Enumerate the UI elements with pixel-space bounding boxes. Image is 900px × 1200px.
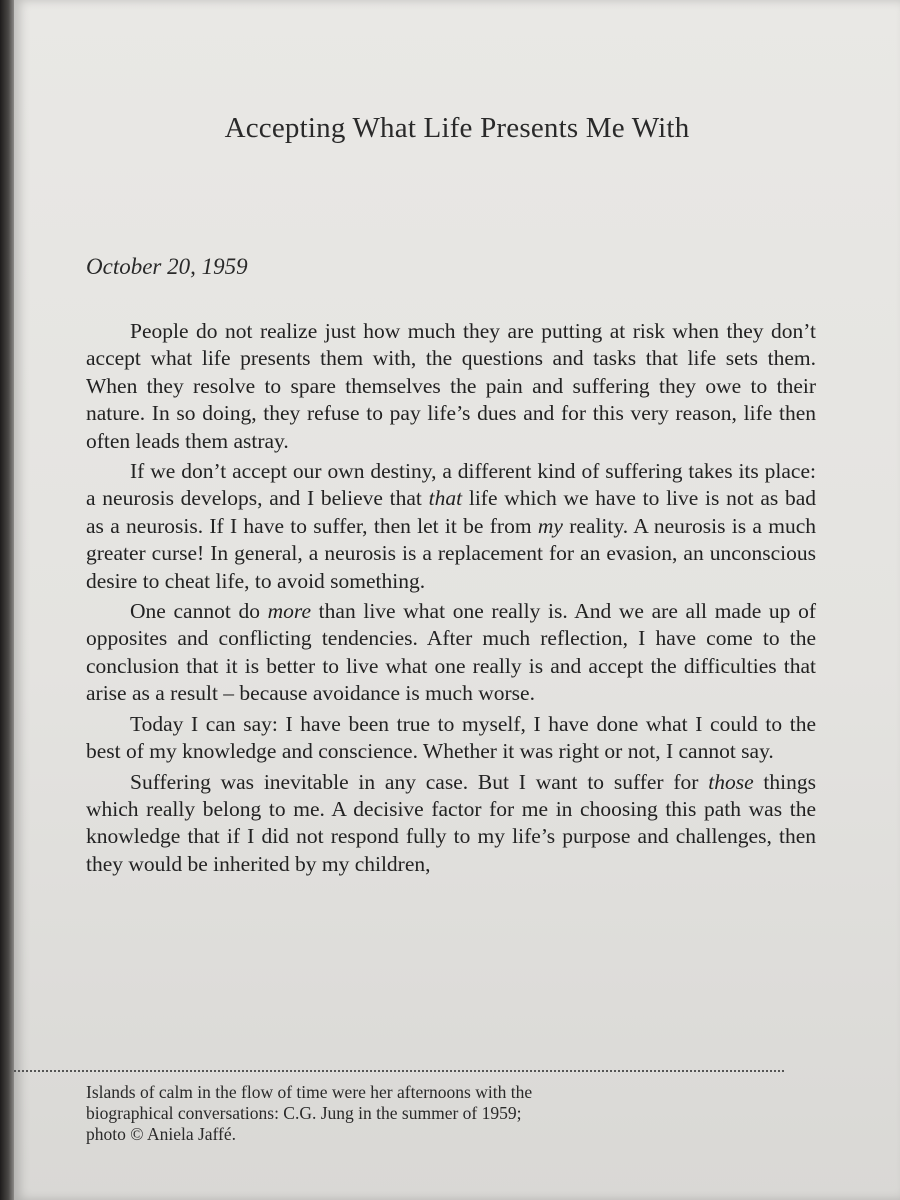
paragraph-4 <box>86 711 816 766</box>
emphasized-text: my <box>537 513 563 538</box>
page-title: Accepting What Life Presents Me With <box>224 112 690 144</box>
text-run: One cannot do <box>130 599 268 624</box>
paragraph-2 <box>86 458 816 595</box>
text-run: life which we have to live is not as bad as a neurosis. If I have to suffer, then let it be from <box>86 486 817 538</box>
text-run: than live what one really is. And we are all made up of opposites and conflicting tendencies. After much reflection, I have come to the conclusion that it is better to live what one really is and accept the difficulties that arise as a result – because avoidance is much worse. <box>86 599 816 706</box>
book-spine-shadow <box>0 0 14 1200</box>
photo-caption <box>86 1082 706 1145</box>
text-run: People do not realize just how much they are putting at risk when they don’t accept what life presents them with, the questions and tasks that life sets them. When they resolve to spare themselves the pain and suffering they owe to their nature. In so doing, they refuse to pay life’s dues and for this very reason, life then often leads them astray. <box>86 319 816 453</box>
paragraph-3 <box>86 598 816 708</box>
emphasized-text: those <box>708 769 754 794</box>
body-text <box>86 318 816 881</box>
emphasized-text: that <box>428 486 463 511</box>
caption-line: biographical conversations: C.G. Jung in the summer of 1959; <box>86 1103 522 1123</box>
paragraph-1 <box>86 318 816 455</box>
book-page <box>14 0 900 1200</box>
caption-line: Islands of calm in the flow of time were her afternoons with the <box>86 1082 533 1102</box>
text-run: Suffering was inevitable in any case. But I want to suffer for <box>130 769 709 794</box>
text-run: If we don’t accept our own destiny, a different kind of suffering takes its place: a neurosis develops, and I believe that <box>86 459 816 511</box>
text-run: reality. A neurosis is a much greater curse! In general, a neurosis is a replacement for an evasion, an unconscious desire to cheat life, to avoid something. <box>86 513 817 593</box>
entry-date: October 20, 1959 <box>86 254 248 279</box>
text-run: Today I can say: I have been true to myself, I have done what I could to the best of my knowledge and conscience. Whether it was right or not, I cannot say. <box>86 711 816 764</box>
footnote-divider <box>14 1070 784 1072</box>
text-run: things which really belong to me. A decisive factor for me in choosing this path was the knowledge that if I did not respond fully to my life’s purpose and challenges, then they would be inherited by my children, <box>86 769 816 876</box>
caption-line: photo © Aniela Jaffé. <box>86 1124 237 1144</box>
paragraph-5 <box>86 769 816 879</box>
emphasized-text: more <box>267 599 312 624</box>
